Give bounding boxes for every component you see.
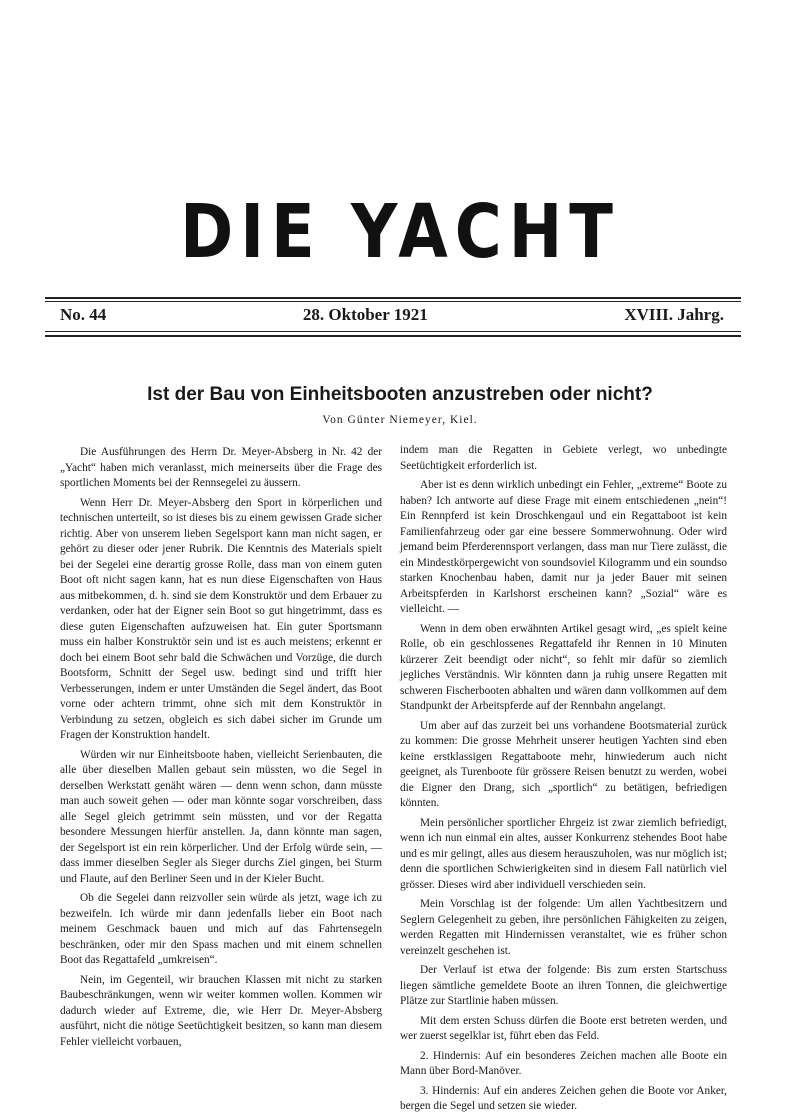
paragraph: indem man die Regatten in Gebiete verlegt, wo unbedingte Seetüchtigkeit erforderlich ist. [400, 444, 727, 472]
issue-line [60, 305, 724, 325]
header-rule-top-thin [45, 301, 741, 302]
header-rule-top [45, 297, 741, 299]
paragraph: Wenn in dem oben erwähnten Artikel gesagt wird, „es spielt keine Rolle, ob ein geschlossenes Regattafeld ihr Rennen in 10 Minuten kürzerer Zeit beendigt oder nicht“, so fehlt mir dafür so ziemlich jegliches Verständnis. Wir könnten dann ja ruhig unsere Regatten mit schweren Fischerbooten abhalten und wären dann vollkommen auf dem Standpunkt der Arbeitspferde auf der Rennbahn angelangt. [400, 622, 727, 712]
paragraph: Aber ist es denn wirklich unbedingt ein Fehler, „extreme“ Boote zu haben? Ich antworte auf diese Frage mit einem entschiedenen „nein“! Ein Rennpferd ist kein Droschkengaul und ein Regattaboot ist kein Familienfahrzeug oder gar eine bessere Sommerwohnung. Oder wird jemand beim Pferderennsport verlangen, dass man nur Tiere zulässt, die ein Mindestkörpergewicht von soundsoviel Kilogramm und ein soundso starken Knochenbau haben, damit nur ja jeder Bauer mit seinen Arbeitspferden in Karlshorst erscheinen kann? „Sozial“ wäre es vielleicht. — [400, 479, 727, 615]
article-title: Ist der Bau von Einheitsbooten anzustreben oder nicht? [147, 384, 653, 405]
paragraph: 2. Hindernis: Auf ein besonderes Zeichen machen alle Boote ein Mann über Bord-Manöver. [400, 1049, 727, 1077]
paragraph: Ob die Segelei dann reizvoller sein würde als jetzt, wage ich zu bezweifeln. Ich würde mir dann jedenfalls lieber ein Boot nach meinem Geschmack bauen und mich auf das Fahrtensegeln beschränken, oder mir den Spass machen und mit einem schnellen Boot das Regattafeld „umkreisen“. [60, 892, 382, 966]
article-column-right [400, 443, 727, 1112]
paragraph: Um aber auf das zurzeit bei uns vorhandene Bootsmaterial zurück zu kommen: Die grosse Mehrheit unserer heutigen Yachten sind eben keine erstklassigen Regattaboote mehr, hinwiederum auch nicht geeignet, als Turenboote für grössere Reisen benutzt zu werden, wobei die Eigner den Drang, sich „sportlich“ zu betätigen, befriedigen könnten. [400, 719, 727, 809]
issue-year: XVIII. Jahrg. [624, 305, 724, 324]
paragraph: Würden wir nur Einheitsboote haben, vielleicht Serienbauten, die alle über dieselben Mallen gebaut sein müssten, wo die Segel in derselben Werkstatt genäht wären — denn wenn schon, dann müsste man auch soweit gehen — oder man könnte sogar vorschreiben, dass alle Segel gleich getrimmt sein müssten, und vor der Regatta besondere Messungen hierfür anstellen. Ja, dann könnte man sagen, der Segelsport ist ein rein körperlicher. Und der Erfolg würde sein, — dass immer dieselben Segler als Sieger durchs Ziel gingen, bei Sturm und Flaute, auf den Berliner Seen und in der Kieler Bucht. [60, 748, 382, 885]
paragraph: Mein Vorschlag ist der folgende: Um allen Yachtbesitzern und Seglern Gelegenheit zu geben, ihre persönlichen Fähigkeiten zu zeigen, werden Regatten mit Hindernissen veranstaltet, wie es früher schon vereinzelt geschehen ist. [400, 898, 727, 957]
paragraph: Nein, im Gegenteil, wir brauchen Klassen mit nicht zu starken Baubeschränkungen, wenn wir weiter kommen wollen. Kommen wir dadurch wieder auf Extreme, die, wie Herr Dr. Meyer-Absberg ausführt, nicht die nötige Seetüchtigkeit besitzen, so kann man diesem Fehler vielleicht vorbauen, [60, 973, 382, 1048]
paragraph: Wenn Herr Dr. Meyer-Absberg den Sport in körperlichen und technischen unterteilt, so ist dieses bis zu einem gewissen Grade sicher richtig. Aber von unserem lieben Segelsport kann man nicht sagen, er gehört zu dieser oder jener Rubrik. Die Kenntnis des Materials spielt bei der Segelei eine derartig grosse Rolle, dass man von einem guten Boot oft nicht sagen kann, hat es nun diese Eigenschaften von Haus aus mitbekommen, d. h. sind sie dem Konstruktör und dem Erbauer zu verdanken, oder hat der Eigner sein Boot so gut hingetrimmt, dass es diese guten Eigenschaften aufzuweisen hat. Ein guter Sportsmann muss ein halber Konstruktör sein und ist es auch meistens; erkennt er doch bei einem Boot sehr bald die Schwächen und Vorzüge, die durch Bootsform, Schnitt der Segel usw. bedingt sind und trifft hier Verbesserungen, indem er unter Umständen die Segel ändert, das Boot vorne oder achtern trimmt, ohne sich mit dem Konstruktör in Verbindung zu setzen, obgleich es sich dabei sicher im Grunde um Fragen der Konstruktion handelt. [60, 496, 382, 741]
issue-date: 28. Oktober 1921 [302, 305, 428, 324]
header-rule-bottom [45, 335, 741, 337]
paragraph: 3. Hindernis: Auf ein anderes Zeichen gehen die Boote vor Anker, bergen die Segel und setzen sie wieder. [400, 1084, 727, 1112]
paragraph: Der Verlauf ist etwa der folgende: Bis zum ersten Startschuss liegen sämtliche gemeldete Boote an ihren Tonnen, die gleichwertige Plätze zur Startlinie haben müssen. [400, 964, 727, 1007]
paragraph: Mit dem ersten Schuss dürfen die Boote erst betreten werden, und wer zuerst segelklar ist, führt eben das Feld. [400, 1014, 727, 1042]
article-byline: Von Günter Niemeyer, Kiel. [322, 414, 478, 426]
header-rule-bottom-thin [45, 331, 741, 332]
issue-number: No. 44 [60, 305, 107, 324]
paragraph: Mein persönlicher sportlicher Ehrgeiz ist zwar ziemlich befriedigt, wenn ich nun einmal ein altes, ausser Konkurrenz stehendes Boot habe und es mir gelingt, alles aus diesem herauszuholen, was nur möglich ist; denn die sportlichen Schwierigkeiten sind in diesem Fall natürlich viel grösser. Dieses wird aber individuell verschieden sein. [400, 816, 727, 891]
paragraph: Die Ausführungen des Herrn Dr. Meyer-Absberg in Nr. 42 der „Yacht“ haben mich veranlasst, mich meinerseits über die Frage des sportlichen Moments bei der Rennsegelei zu äussern. [60, 446, 382, 489]
masthead-title: DIE YACHT [180, 190, 620, 276]
article-column-left [60, 445, 382, 1095]
